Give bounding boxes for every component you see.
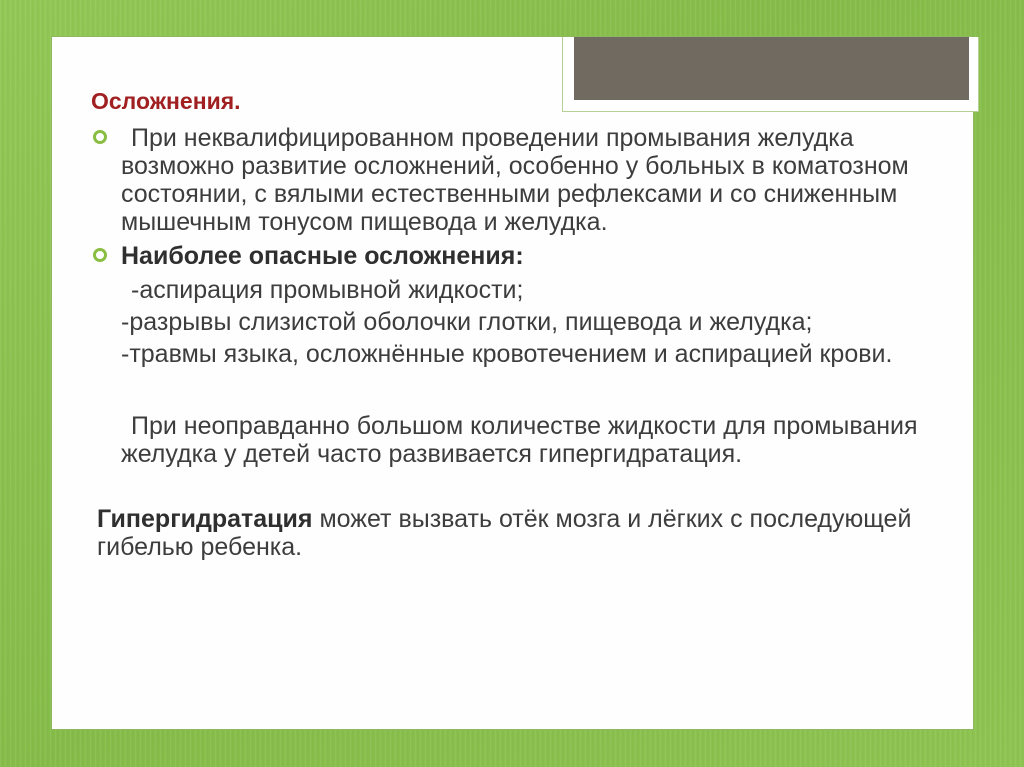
paragraph-hyperhydration-cause [121, 412, 931, 468]
hyperhydration-term: Гипергидратация [97, 505, 313, 533]
complication-item-2: -разрывы слизистой оболочки глотки, пищевода и желудка; [121, 308, 813, 336]
bullet-item-2 [91, 242, 931, 270]
bullet-1-text: При неквалифицированном проведении промывания желудка возможно развитие осложнений, особенно у больных в коматозном состоянии, с вялыми естественными рефлексами и со сниженным мышечным тонусом пищевода и желудка. [121, 124, 909, 236]
paragraph-4-text: может вызвать отёк мозга и лёгких с последующей гибелью ребенка. [97, 505, 912, 561]
paragraph-3-text: При неоправданно большом количестве жидкости для промывания желудка у детей часто развивается гипергидратация. [121, 412, 918, 468]
complication-item-1 [121, 276, 931, 304]
ring-bullet-icon [93, 248, 107, 262]
ring-bullet-icon [93, 130, 107, 144]
bullet-text-1 [121, 124, 931, 236]
bullet-item-1 [91, 124, 931, 236]
complication-item-3: -травмы языка, осложнённые кровотечением и аспирацией крови. [121, 340, 893, 368]
complication-item-1-text: -аспирация промывной жидкости; [131, 276, 524, 304]
slide-content [91, 86, 931, 561]
slide-title: Осложнения. [91, 88, 241, 114]
bullet-2-heading: Наиболее опасные осложнения: [121, 242, 524, 270]
paragraph-hyperhydration-effect [97, 505, 931, 561]
